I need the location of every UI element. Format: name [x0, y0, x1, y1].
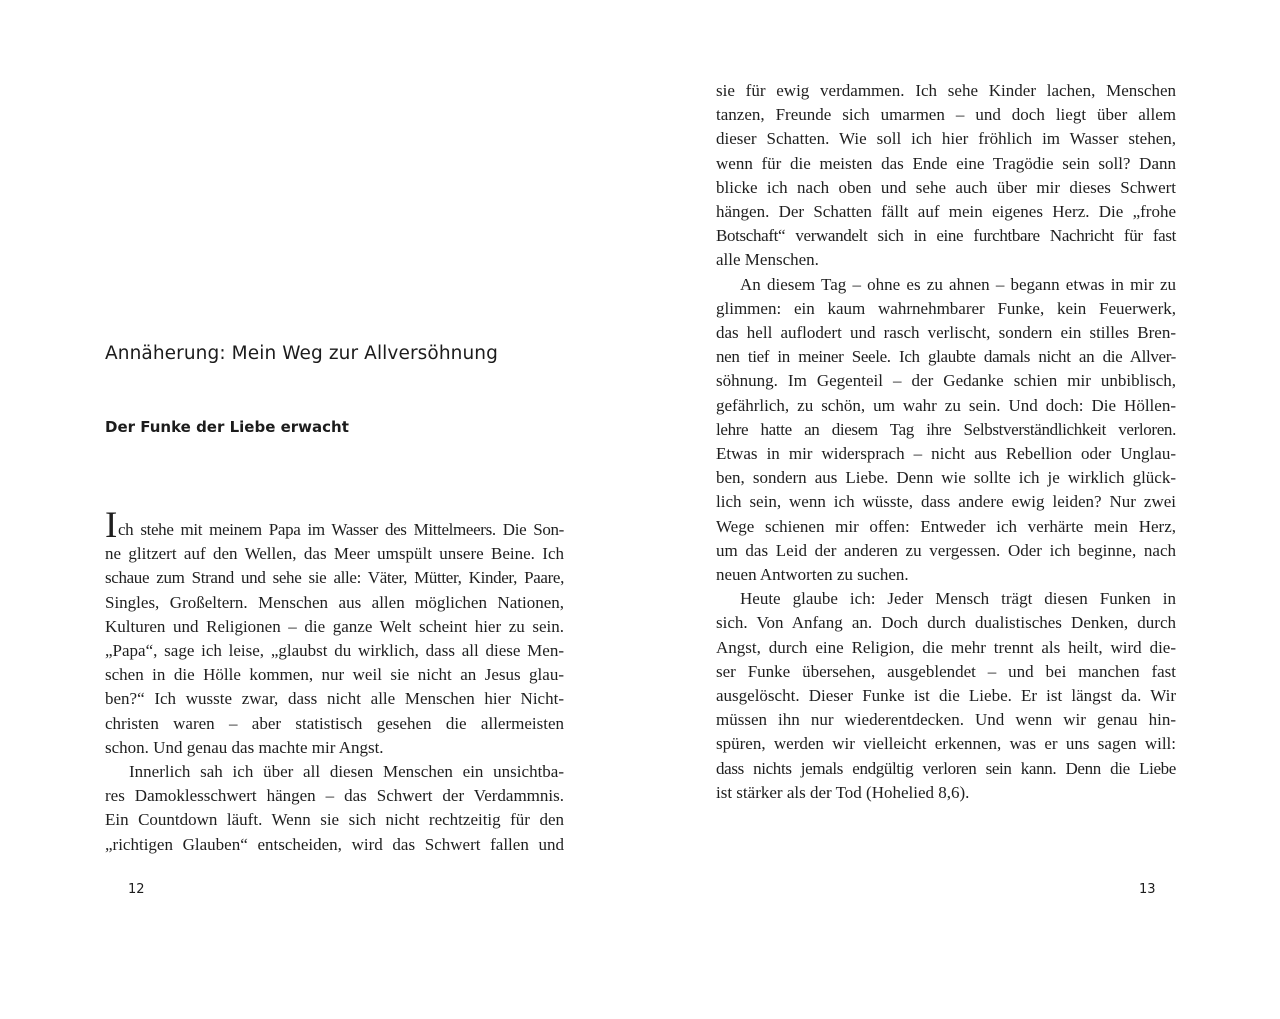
text-line: dass nichts jemals endgültig verloren sein kann. Denn die Liebe [716, 758, 1176, 778]
text-line: lich sein, wenn ich wüsste, dass andere ewig leiden? Nur zwei [716, 492, 1176, 512]
text-line: Singles, Großeltern. Menschen aus allen möglichen Nationen, [105, 592, 564, 612]
text-line: Heute glaube ich: Jeder Mensch trägt diesen Funken in [740, 589, 1176, 609]
text-line: das hell auflodert und rasch verlischt, sondern ein stilles Bren- [716, 323, 1176, 343]
text-line: Innerlich sah ich über all diesen Menschen ein unsichtba- [129, 762, 564, 782]
right-page [640, 0, 1280, 1019]
drop-cap: I [105, 505, 117, 546]
section-title: Der Funke der Liebe erwacht [105, 418, 349, 436]
text-line: ben, sondern aus Liebe. Denn wie sollte ich je wirklich glück- [716, 468, 1176, 488]
text-line: res Damoklesschwert hängen – das Schwert der Verdammnis. [105, 786, 564, 806]
text-line: Kulturen und Religionen – die ganze Welt scheint hier zu sein. [105, 616, 564, 636]
text-line: „richtigen Glauben“ entscheiden, wird das Schwert fallen und [105, 834, 564, 854]
text-line: söhnung. Im Gegenteil – der Gedanke schien mir unbiblisch, [716, 371, 1176, 391]
text-line: tanzen, Freunde sich umarmen – und doch liegt über allem [716, 105, 1176, 125]
text-line: Wege schienen mir offen: Entweder ich verhärte mein Herz, [716, 516, 1176, 536]
text-line: ben?“ Ich wusste zwar, dass nicht alle Menschen hier Nicht- [105, 689, 564, 709]
text-line: müssen ihn nur wiederentdecken. Und wenn wir genau hin- [716, 710, 1176, 730]
text-line: spüren, werden wir vielleicht erkennen, was er uns sagen will: [716, 734, 1176, 754]
text-line: blicke ich nach oben und sehe auch über mir dieses Schwert [716, 177, 1176, 197]
text-line: alle Menschen. [716, 250, 819, 270]
left-body-text [105, 505, 564, 857]
text-line: ser Funke übersehen, ausgeblendet – und bei manchen fast [716, 661, 1176, 681]
page-number: 12 [128, 882, 145, 897]
text-line: sich. Von Anfang an. Doch durch dualistisches Denken, durch [716, 613, 1176, 633]
text-line: Ein Countdown läuft. Wenn sie sich nicht rechtzeitig für den [105, 810, 564, 830]
text-line: schon. Und genau das machte mir Angst. [105, 737, 384, 757]
right-body-text [716, 79, 1176, 805]
text-line: lehre hatte an diesem Tag ihre Selbstverständlichkeit verloren. [716, 419, 1176, 439]
chapter-title: Annäherung: Mein Weg zur Allversöhnung [105, 343, 498, 364]
text-line: christen waren – aber statistisch gesehen die allermeisten [105, 713, 564, 733]
text-line: An diesem Tag – ohne es zu ahnen – begann etwas in mir zu [740, 274, 1176, 294]
page-number: 13 [1139, 882, 1156, 897]
text-line: neuen Antworten zu suchen. [716, 565, 909, 585]
text-line: schen in die Hölle kommen, nur weil sie nicht an Jesus glau- [105, 665, 564, 685]
text-line: dieser Schatten. Wie soll ich hier fröhlich im Wasser stehen, [716, 129, 1176, 149]
text-line: ist stärker als der Tod (Hohelied 8,6). [716, 782, 970, 802]
text-line: hängen. Der Schatten fällt auf mein eigenes Herz. Die „frohe [716, 202, 1176, 222]
text-line: ne glitzert auf den Wellen, das Meer umspült unsere Beine. Ich [105, 544, 564, 564]
text-line: Ich stehe mit meinem Papa im Wasser des Mittelmeers. Die Son- [105, 505, 564, 546]
text-line: ausgelöscht. Dieser Funke ist die Liebe. Er ist längst da. Wir [716, 686, 1176, 706]
text-line: Etwas in mir widersprach – nicht aus Rebellion oder Unglau- [716, 444, 1176, 464]
text-line: „Papa“, sage ich leise, „glaubst du wirklich, dass all diese Men- [105, 641, 564, 661]
text-line: sie für ewig verdammen. Ich sehe Kinder lachen, Menschen [716, 81, 1176, 100]
text-line: schaue zum Strand und sehe sie alle: Väter, Mütter, Kinder, Paare, [105, 568, 564, 588]
text-line: gefährlich, zu schön, um wahr zu sein. Und doch: Die Höllen- [716, 395, 1176, 415]
text-line: glimmen: ein kaum wahrnehmbarer Funke, kein Feuerwerk, [716, 298, 1176, 318]
text-line: nen tief in meiner Seele. Ich glaubte damals nicht an die Allver- [716, 347, 1176, 367]
text-line: um das Leid der anderen zu vergessen. Oder ich beginne, nach [716, 540, 1176, 560]
text-line: wenn für die meisten das Ende eine Tragödie sein soll? Dann [716, 153, 1176, 173]
text-line: Angst, durch eine Religion, die mehr trennt als heilt, wird die- [716, 637, 1176, 657]
text-line: Botschaft“ verwandelt sich in eine furchtbare Nachricht für fast [716, 226, 1176, 246]
